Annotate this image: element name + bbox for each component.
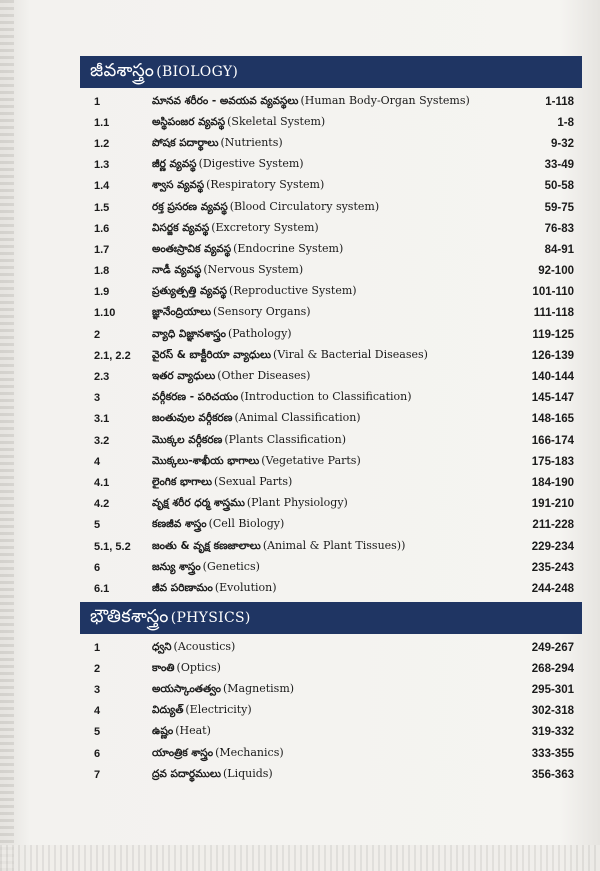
contents-row	[80, 366, 582, 387]
chapter-number: 4	[94, 705, 101, 718]
contents-row	[80, 112, 582, 133]
contents-row	[80, 679, 582, 700]
page-range: 268-294	[531, 662, 574, 675]
chapter-title-telugu: వైరస్ & బాక్టీరియా వ్యాధులు	[152, 348, 272, 361]
contents-row	[80, 303, 582, 324]
chapter-title-telugu: విసర్జక వ్యవస్థ	[152, 221, 210, 234]
chapter-number: 5.1, 5.2	[94, 540, 131, 553]
chapter-title-english: (Optics)	[176, 660, 221, 674]
chapter-title-english: (Plant Physiology)	[246, 496, 348, 510]
biology-title-telugu: జీవశాస్త్రం	[90, 59, 155, 81]
chapter-number: 4.1	[94, 476, 110, 489]
contents-row	[80, 472, 582, 493]
chapter-title	[152, 517, 478, 533]
contents-row	[80, 409, 582, 430]
contents-row	[80, 197, 582, 218]
chapter-title-english: (Nervous System)	[203, 263, 304, 277]
chapter-title-telugu: అస్థిపంజర వ్యవస్థ	[152, 115, 226, 128]
page-range: 148-165	[531, 413, 574, 426]
contents-row	[80, 176, 582, 197]
chapter-title-telugu: కణజీవ శాస్త్రం	[152, 518, 207, 531]
contents-row	[80, 239, 582, 260]
chapter-title-telugu: లైంగిక భాగాలు	[152, 475, 213, 488]
chapter-title	[152, 263, 478, 279]
chapter-title	[152, 411, 478, 427]
chapter-title	[152, 221, 478, 237]
chapter-title-telugu: జంతు & వృక్ష కణజాలాలు	[152, 539, 261, 552]
page-range: 333-355	[531, 747, 574, 760]
page-range: 235-243	[531, 561, 574, 574]
chapter-title-english: (Reproductive System)	[229, 284, 357, 298]
bottom-edge	[0, 845, 600, 871]
contents-row	[80, 494, 582, 515]
chapter-title-telugu: జీవ పరిణామం	[152, 581, 213, 594]
chapter-title	[152, 327, 478, 343]
chapter-title-telugu: మొక్కలు-శాఖీయ భాగాలు	[152, 454, 260, 467]
chapter-number: 2.1, 2.2	[94, 349, 131, 362]
chapter-title-telugu: మానవ శరీరం - అవయవ వ్యవస్థలు	[152, 94, 299, 107]
page-range: 111-118	[533, 307, 574, 320]
chapter-title	[152, 390, 478, 406]
chapter-number: 2.3	[94, 371, 110, 384]
page-range: 76-83	[544, 222, 574, 235]
chapter-title	[152, 560, 478, 576]
chapter-title-english: (Introduction to Classification)	[240, 390, 412, 404]
page-range: 1-118	[545, 95, 574, 108]
chapter-title	[152, 682, 478, 698]
chapter-number: 3	[94, 392, 101, 405]
chapter-title-english: (Excretory System)	[211, 220, 319, 234]
chapter-title	[152, 475, 478, 491]
page-range: 191-210	[531, 498, 574, 511]
chapter-title	[152, 136, 478, 152]
page-range: 229-234	[531, 540, 574, 553]
page-range: 166-174	[531, 434, 574, 447]
chapter-title-english: (Pathology)	[228, 326, 292, 340]
contents-row	[80, 345, 582, 366]
page-range: 302-318	[531, 705, 574, 718]
contents-row	[80, 155, 582, 176]
chapter-title	[152, 433, 478, 449]
chapter-title-english: (Animal & Plant Tissues))	[262, 538, 406, 552]
page-range: 184-190	[531, 476, 574, 489]
chapter-title	[152, 115, 478, 131]
chapter-number: 1.6	[94, 222, 110, 235]
contents-row	[80, 91, 582, 112]
chapter-title-english: (Genetics)	[202, 559, 260, 573]
chapter-title-english: (Blood Circulatory system)	[229, 199, 380, 213]
contents-row	[80, 282, 582, 303]
chapter-number: 1.3	[94, 159, 110, 172]
chapter-title	[152, 724, 478, 740]
chapter-number: 1.5	[94, 201, 110, 214]
chapter-number: 1.9	[94, 286, 110, 299]
chapter-title-telugu: అంతఃస్రావిక వ్యవస్థ	[152, 242, 232, 255]
chapter-number: 6	[94, 561, 101, 574]
contents-row	[80, 324, 582, 345]
chapter-title-telugu: ప్రత్యుత్పత్తి వ్యవస్థ	[152, 285, 228, 298]
contents-row	[80, 388, 582, 409]
chapter-number: 5	[94, 519, 101, 532]
chapter-number: 2	[94, 662, 101, 675]
contents-row	[80, 764, 582, 785]
chapter-title-english: (Nutrients)	[220, 135, 283, 149]
biology-title-english: (BIOLOGY)	[156, 64, 239, 80]
chapter-number: 7	[94, 768, 101, 781]
chapter-title	[152, 178, 478, 194]
page-range: 84-91	[544, 243, 574, 256]
chapter-title	[152, 640, 478, 656]
chapter-title-telugu: శ్వాస వ్యవస్థ	[152, 179, 205, 192]
contents-row	[80, 578, 582, 599]
chapter-title-telugu: ఇతర వ్యాధులు	[152, 370, 216, 383]
contents-row	[80, 557, 582, 578]
chapter-number: 4	[94, 455, 101, 468]
chapter-title-english: (Human Body-Organ Systems)	[300, 93, 470, 107]
chapter-title	[152, 200, 478, 216]
chapter-title	[152, 767, 478, 783]
chapter-title-telugu: జన్యు శాస్త్రం	[152, 560, 201, 573]
chapter-title	[152, 94, 478, 110]
chapter-number: 1.1	[94, 116, 110, 129]
chapter-title-telugu: ఉష్ణం	[152, 725, 174, 738]
chapter-title-telugu: మొక్కల వర్గీకరణ	[152, 433, 223, 446]
chapter-title-telugu: విద్యుత్	[152, 704, 184, 717]
contents-row	[80, 743, 582, 764]
chapter-title	[152, 284, 478, 300]
chapter-title-telugu: జీర్ణ వ్యవస్థ	[152, 158, 197, 171]
chapter-title	[152, 454, 478, 470]
contents-row	[80, 261, 582, 282]
chapter-title-english: (Skeletal System)	[227, 114, 326, 128]
chapter-title-english: (Plants Classification)	[224, 432, 347, 446]
chapter-title-english: (Evolution)	[214, 580, 277, 594]
page-range: 356-363	[531, 768, 574, 781]
chapter-title-telugu: వ్యాధి విజ్ఞానశాస్త్రం	[152, 327, 227, 340]
chapter-title	[152, 581, 478, 597]
page-range: 50-58	[544, 180, 574, 193]
chapter-title-telugu: రక్త ప్రసరణ వ్యవస్థ	[152, 200, 228, 213]
page-range: 33-49	[544, 159, 574, 172]
page-range: 59-75	[544, 201, 574, 214]
chapter-title-telugu: కాంతి	[152, 661, 175, 674]
chapter-title-english: (Magnetism)	[223, 681, 295, 695]
chapter-title-english: (Other Diseases)	[217, 369, 311, 383]
chapter-title	[152, 496, 478, 512]
chapter-title-english: (Digestive System)	[198, 157, 304, 171]
page-range: 211-228	[532, 519, 574, 532]
chapter-number: 5	[94, 726, 101, 739]
chapter-title	[152, 305, 478, 321]
contents-row	[80, 536, 582, 557]
chapter-title	[152, 369, 478, 385]
page-range: 175-183	[531, 455, 574, 468]
chapter-title-telugu: వర్గీకరణ - పరిచయం	[152, 391, 239, 404]
chapter-title	[152, 242, 478, 258]
chapter-title	[152, 746, 478, 762]
contents-row	[80, 515, 582, 536]
chapter-title	[152, 157, 478, 173]
page-range: 319-332	[531, 726, 574, 739]
chapter-title-english: (Acoustics)	[173, 639, 236, 653]
page-range: 145-147	[531, 392, 574, 405]
chapter-title-english: (Vegetative Parts)	[261, 453, 361, 467]
chapter-title-english: (Viral & Bacterial Diseases)	[273, 347, 428, 361]
chapter-title-english: (Endocrine System)	[233, 241, 344, 255]
chapter-title-english: (Sensory Organs)	[213, 305, 311, 319]
chapter-title-telugu: జ్ఞానేంద్రియాలు	[152, 306, 212, 319]
chapter-number: 1.4	[94, 180, 110, 193]
chapter-title-telugu: నాడీ వ్యవస్థ	[152, 264, 202, 277]
chapter-number: 2	[94, 328, 101, 341]
chapter-title-english: (Heat)	[175, 724, 211, 738]
chapter-title-english: (Respiratory System)	[206, 178, 325, 192]
page-range: 126-139	[531, 349, 574, 362]
chapter-number: 3.1	[94, 413, 110, 426]
page-range: 9-32	[550, 137, 574, 150]
page-range: 140-144	[531, 371, 574, 384]
chapter-number: 3	[94, 683, 101, 696]
chapter-title-english: (Electricity)	[185, 703, 252, 717]
chapter-number: 3.2	[94, 434, 110, 447]
chapter-title-english: (Sexual Parts)	[214, 474, 293, 488]
page-range: 295-301	[531, 683, 574, 696]
chapter-title-telugu: ద్రవ పదార్థములు	[152, 767, 221, 780]
chapter-title-english: (Cell Biology)	[208, 517, 285, 531]
contents-row	[80, 430, 582, 451]
physics-section	[80, 602, 582, 785]
contents-row	[80, 701, 582, 722]
chapter-number: 1.2	[94, 137, 110, 150]
page-range: 1-8	[557, 116, 574, 129]
biology-contents-list	[80, 91, 582, 600]
physics-title-english: (PHYSICS)	[170, 610, 251, 626]
chapter-title-english: (Mechanics)	[215, 745, 284, 759]
chapter-title-telugu: ధ్వని	[152, 640, 172, 653]
contents-row	[80, 658, 582, 679]
page-range: 92-100	[538, 265, 574, 278]
contents-row	[80, 133, 582, 154]
chapter-title-telugu: అయస్కాంతత్వం	[152, 682, 221, 695]
page-range: 249-267	[531, 641, 574, 654]
chapter-number: 1	[94, 95, 101, 108]
biology-section	[80, 56, 582, 600]
contents-row	[80, 451, 582, 472]
page-edge	[0, 0, 14, 871]
page-range: 119-125	[532, 328, 574, 341]
chapter-number: 6	[94, 747, 101, 760]
chapter-number: 1.8	[94, 265, 110, 278]
chapter-title	[152, 348, 478, 364]
chapter-number: 1.10	[94, 307, 116, 320]
physics-contents-list	[80, 637, 582, 785]
chapter-title-english: (Animal Classification)	[234, 411, 361, 425]
contents-row	[80, 637, 582, 658]
chapter-title	[152, 539, 478, 555]
chapter-title	[152, 703, 478, 719]
chapter-number: 4.2	[94, 498, 110, 511]
physics-section-header	[80, 602, 582, 634]
page-range: 101-110	[532, 286, 574, 299]
page-range: 244-248	[531, 582, 574, 595]
physics-title-telugu: భౌతికశాస్త్రం	[90, 605, 169, 627]
chapter-title-telugu: పోషక పదార్థాలు	[152, 136, 219, 149]
chapter-number: 6.1	[94, 582, 110, 595]
chapter-title-telugu: యాంత్రిక శాస్త్రం	[152, 746, 214, 759]
chapter-title-telugu: వృక్ష శరీర ధర్మ శాస్త్రము	[152, 497, 245, 510]
chapter-number: 1	[94, 641, 101, 654]
biology-section-header	[80, 56, 582, 88]
chapter-title-english: (Liquids)	[222, 766, 273, 780]
contents-row	[80, 722, 582, 743]
chapter-number: 1.7	[94, 243, 110, 256]
contents-row	[80, 218, 582, 239]
chapter-title-telugu: జంతువుల వర్గీకరణ	[152, 412, 233, 425]
chapter-title	[152, 661, 478, 677]
